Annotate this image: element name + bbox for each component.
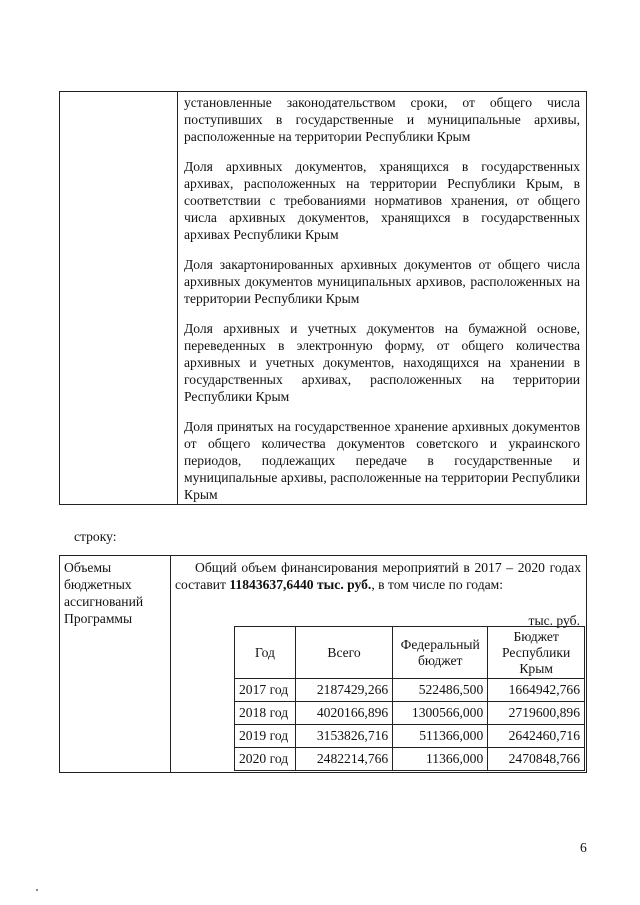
- row-label: строку:: [74, 529, 117, 544]
- header-total: Всего: [295, 627, 392, 679]
- cell-federal: 522486,500: [393, 679, 488, 702]
- page-number: 6: [580, 840, 587, 855]
- table-row: [235, 702, 585, 725]
- cell-year: 2019 год: [235, 725, 296, 748]
- left-cell-line: Программы: [64, 611, 133, 626]
- cell-crimea: 1664942,766: [488, 679, 585, 702]
- indicators-table-right-cell: [178, 92, 586, 504]
- indicators-table: [59, 91, 587, 505]
- cell-total: 4020166,896: [295, 702, 392, 725]
- table-row: [235, 725, 585, 748]
- financing-breakdown-table: [234, 626, 585, 771]
- cell-total: 2482214,766: [295, 748, 392, 771]
- financing-table-right-cell: [171, 556, 586, 772]
- cell-crimea: 2470848,766: [488, 748, 585, 771]
- cell-crimea: 2642460,716: [488, 725, 585, 748]
- left-cell-line: Объемы: [64, 560, 112, 575]
- indicator-paragraph: Доля закартонированных архивных документов от общего числа архивных документов муниципальных архивов, расположенных на территории Республики Крым: [184, 257, 580, 306]
- left-cell-line: бюджетных: [64, 577, 132, 592]
- indicator-paragraph: установленные законодательством сроки, от общего числа поступивших в государственные и муниципальные архивы, расположенные на территории Республики Крым: [184, 95, 580, 144]
- cell-total: 2187429,266: [295, 679, 392, 702]
- summary-total-amount: 11843637,6440 тыс. руб.: [229, 577, 372, 592]
- table-row: [235, 748, 585, 771]
- table-header-row: [235, 627, 585, 679]
- header-year: Год: [235, 627, 296, 679]
- left-cell-line: ассигнований: [64, 594, 144, 609]
- financing-table: [59, 555, 587, 773]
- financing-summary: [175, 559, 581, 593]
- summary-text-tail: , в том числе по годам:: [371, 577, 504, 592]
- cell-federal: 1300566,000: [393, 702, 488, 725]
- header-crimea-budget: Бюджет Республики Крым: [488, 627, 585, 679]
- cell-total: 3153826,716: [295, 725, 392, 748]
- financing-table-left-cell: [60, 556, 171, 772]
- cell-year: 2020 год: [235, 748, 296, 771]
- cell-federal: 11366,000: [393, 748, 488, 771]
- header-federal-budget: Федеральный бюджет: [393, 627, 488, 679]
- cell-federal: 511366,000: [393, 725, 488, 748]
- cell-crimea: 2719600,896: [488, 702, 585, 725]
- indicator-paragraph: Доля принятых на государственное хранение архивных документов от общего количества документов советского и украинского периодов, подлежащих передаче в государственные и муниципальные архивы, расположенные на территории Республики Крым: [184, 419, 580, 502]
- units-label: тыс. руб.: [528, 613, 580, 628]
- cell-year: 2017 год: [235, 679, 296, 702]
- cell-year: 2018 год: [235, 702, 296, 725]
- indicator-paragraph: Доля архивных и учетных документов на бумажной основе, переведенных в электронную форму, от общего количества архивных и учетных документов, находящихся на хранении в государственных архивах, расположенных на территории Республики Крым: [184, 321, 580, 404]
- scan-speck: [36, 889, 38, 891]
- table-row: [235, 679, 585, 702]
- indicators-table-left-cell: [60, 92, 178, 504]
- indicator-paragraph: Доля архивных документов, хранящихся в государственных архивах, расположенных на территории Республики Крым, в соответствии с требованиями нормативов хранения, от общего числа архивных документов, хранящихся в государственных архивах Республики Крым: [184, 159, 580, 242]
- summary-text: Общий объем финансирования мероприятий в 2017 – 2020 годах составит: [175, 560, 581, 592]
